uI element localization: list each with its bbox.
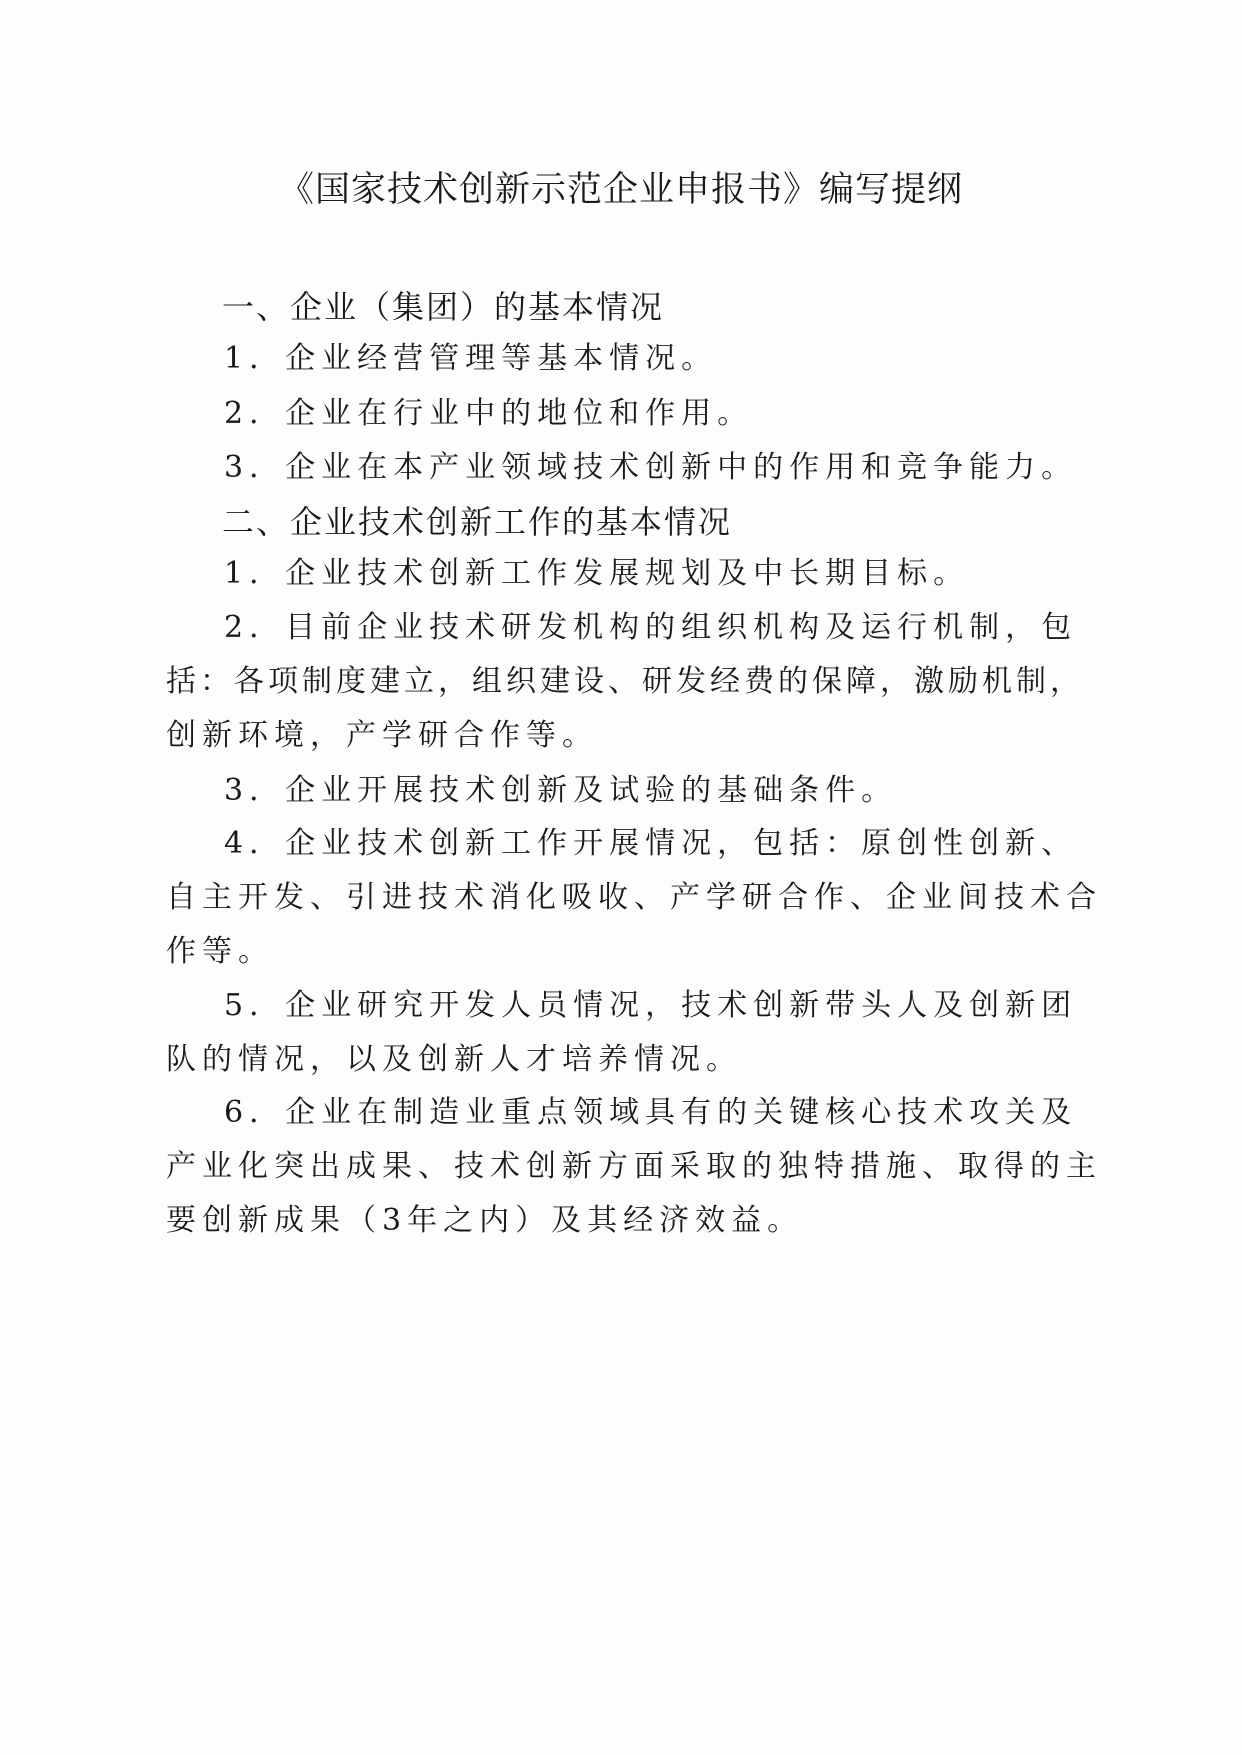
section2-item-1: 1．企业技术创新工作发展规划及中长期目标。 xyxy=(224,556,970,591)
section-heading-2: 二、企业技术创新工作的基本情况 xyxy=(222,503,733,541)
section1-item-3: 3．企业在本产业领域技术创新中的作用和竞争能力。 xyxy=(224,450,1078,485)
section2-item-2-line-3: 创新环境，产学研合作等。 xyxy=(166,718,598,753)
section2-item-4-line-2: 自主开发、引进技术消化吸收、产学研合作、企业间技术合 xyxy=(166,880,1102,915)
section2-item-5-line-1: 5．企业研究开发人员情况，技术创新带头人及创新团 xyxy=(224,988,1078,1023)
section2-item-6-line-1: 6．企业在制造业重点领域具有的关键核心技术攻关及 xyxy=(224,1095,1078,1130)
section1-item-2: 2．企业在行业中的地位和作用。 xyxy=(224,396,754,431)
section2-item-5-line-2: 队的情况，以及创新人才培养情况。 xyxy=(166,1042,742,1077)
section-heading-1: 一、企业（集团）的基本情况 xyxy=(222,288,665,326)
section2-item-4-line-3: 作等。 xyxy=(166,934,274,969)
section2-item-2-line-1: 2．目前企业技术研发机构的组织机构及运行机制，包 xyxy=(224,610,1078,645)
section2-item-4-line-1: 4．企业技术创新工作开展情况，包括：原创性创新、 xyxy=(224,826,1078,861)
section1-item-1: 1．企业经营管理等基本情况。 xyxy=(224,341,718,376)
section2-item-6-line-2: 产业化突出成果、技术创新方面采取的独特措施、取得的主 xyxy=(166,1149,1102,1184)
section2-item-3: 3．企业开展技术创新及试验的基础条件。 xyxy=(224,773,898,808)
section2-item-2-line-2: 括：各项制度建立，组织建设、研发经费的保障，激励机制， xyxy=(166,664,1084,699)
document-title: 《国家技术创新示范企业申报书》编写提纲 xyxy=(278,170,963,210)
section2-item-6-line-3: 要创新成果（3年之内）及其经济效益。 xyxy=(166,1203,804,1238)
